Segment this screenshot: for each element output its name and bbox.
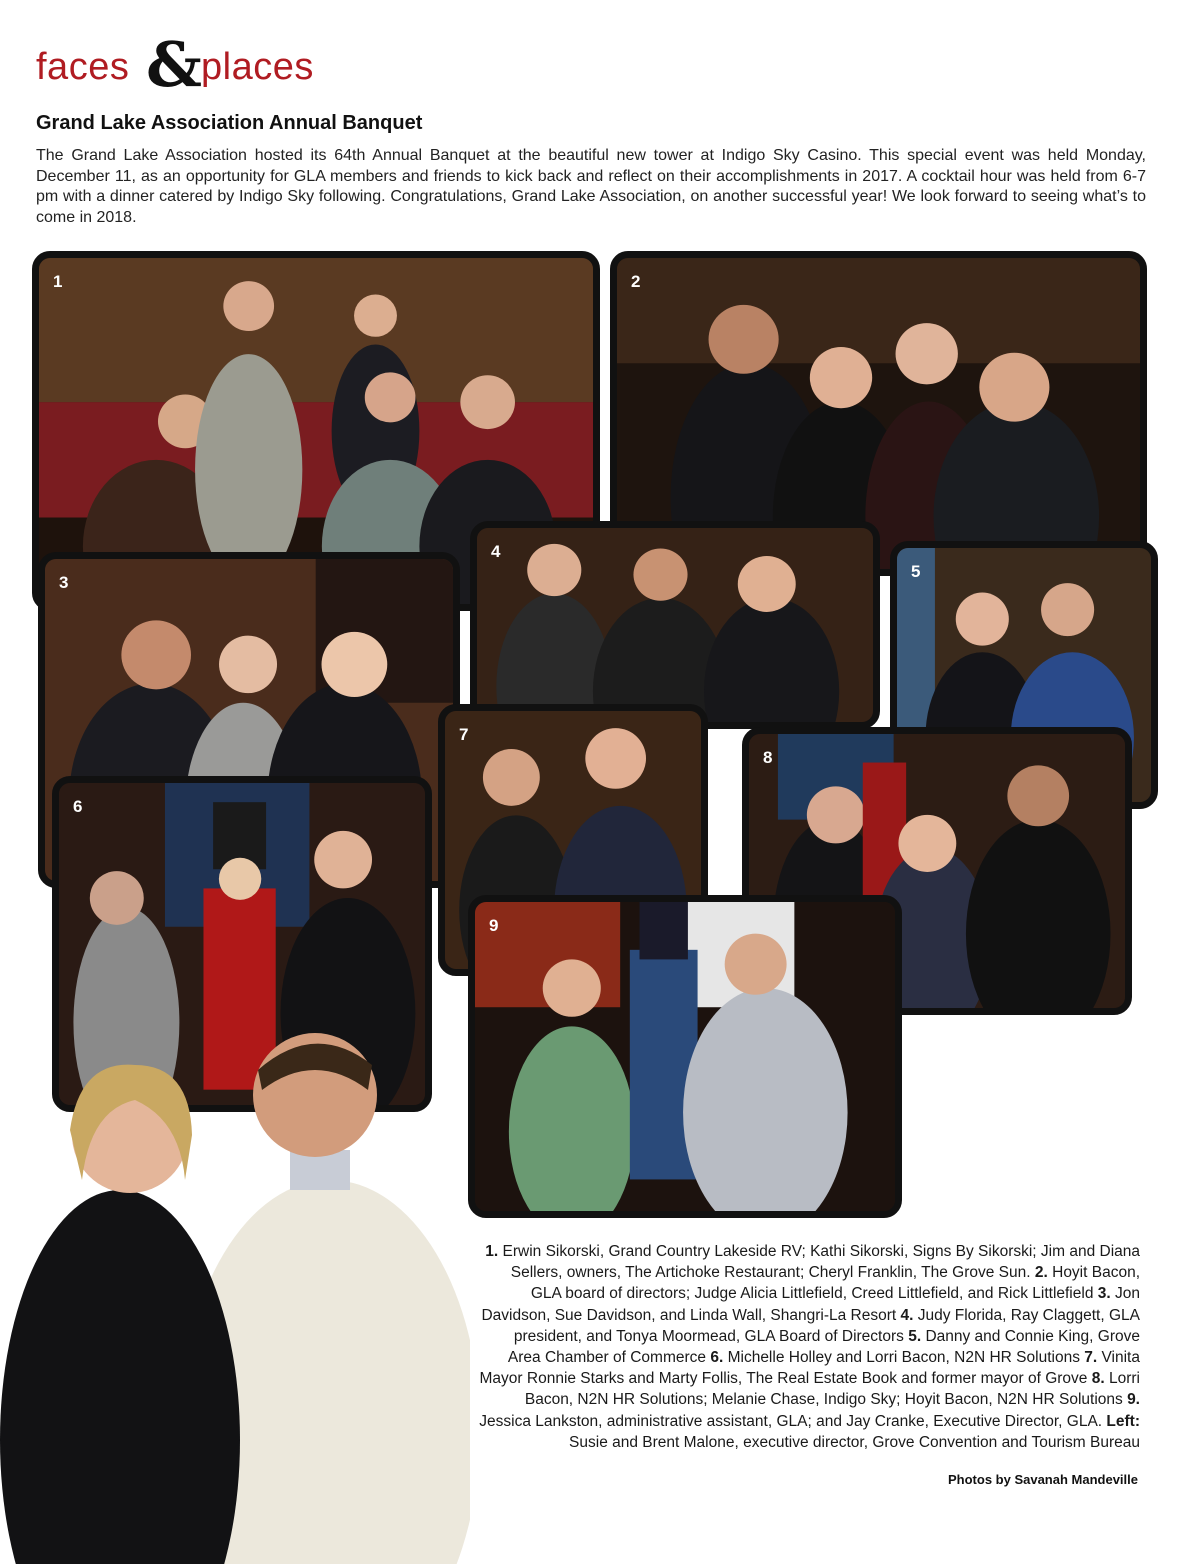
photo-4 [470,521,880,729]
caption-2: 2. Hoyit Bacon, GLA board of directors; Judge Alicia Littlefield, Creed Littlefield, and Rick Littlefield [530,1264,1140,1303]
photo-number: 4 [491,542,501,561]
masthead-faces: faces [36,46,130,88]
article-headline: Grand Lake Association Annual Banquet [36,112,423,134]
photo-number: 2 [631,272,641,291]
caption-4: 4. Judy Florida, Ray Claggett, GLA president, and Tonya Moormead, GLA Board of Directors [513,1306,1140,1345]
caption-1: 1. Erwin Sikorski, Grand Country Lakeside RV; Kathi Sikorski, Signs By Sikorski; Jim and Diana Sellers, owners, The Artichoke Restaurant; Cheryl Franklin, The Grove Sun. [485,1243,1140,1282]
caption-9: 9. Jessica Lankston, administrative assistant, GLA; and Jay Cranke, Executive Director, GLA. [479,1391,1140,1430]
photo-number: 6 [73,797,83,816]
masthead-places: places [201,46,314,88]
caption-7: 7. Vinita Mayor Ronnie Starks and Marty Follis, The Real Estate Book and former mayor of Grove [479,1349,1140,1388]
photo-9-image [475,902,895,1211]
caption-5: 5. Danny and Connie King, Grove Area Chamber of Commerce [507,1327,1140,1367]
left-cutout-photo [0,1010,470,1564]
photo-number: 7 [459,725,469,744]
caption-8: 8. Lorri Bacon, N2N HR Solutions; Melanie Chase, Indigo Sky; Hoyit Bacon, N2N HR Solutions [524,1370,1140,1409]
photo-number: 3 [59,573,69,592]
masthead-logo [36,28,356,101]
photo-4-image [477,528,873,722]
caption-left: Left: Susie and Brent Malone, executive director, Grove Convention and Tourism Bureau [569,1412,1140,1451]
caption-3: 3. Jon Davidson, Sue Davidson, and Linda Wall, Shangri-La Resort [481,1285,1140,1324]
photo-credit: Photos by Savanah Mandeville [948,1472,1138,1487]
caption-6: 6. Michelle Holley and Lorri Bacon, N2N HR Solutions [710,1349,1085,1367]
photo-number: 9 [489,916,499,935]
masthead-ampersand: & [146,28,202,101]
photo-number: 8 [763,748,773,767]
photo-number: 5 [911,562,921,581]
photo-captions [478,1241,1140,1453]
article-intro: The Grand Lake Association hosted its 64th Annual Banquet at the beautiful new tower at Indigo Sky Casino. This special event was held Monday, December 11, as an opportunity for GLA members and friends to kick back and reflect on their accomplishments in 2017. A cocktail hour was held from 6-7 pm with a dinner catered by Indigo Sky following. Congratulations, Grand Lake Association, on another successful year! We look forward to seeing what’s to come in 2018. [36,147,1146,226]
photo-9 [468,895,902,1218]
photo-number: 1 [53,272,63,291]
